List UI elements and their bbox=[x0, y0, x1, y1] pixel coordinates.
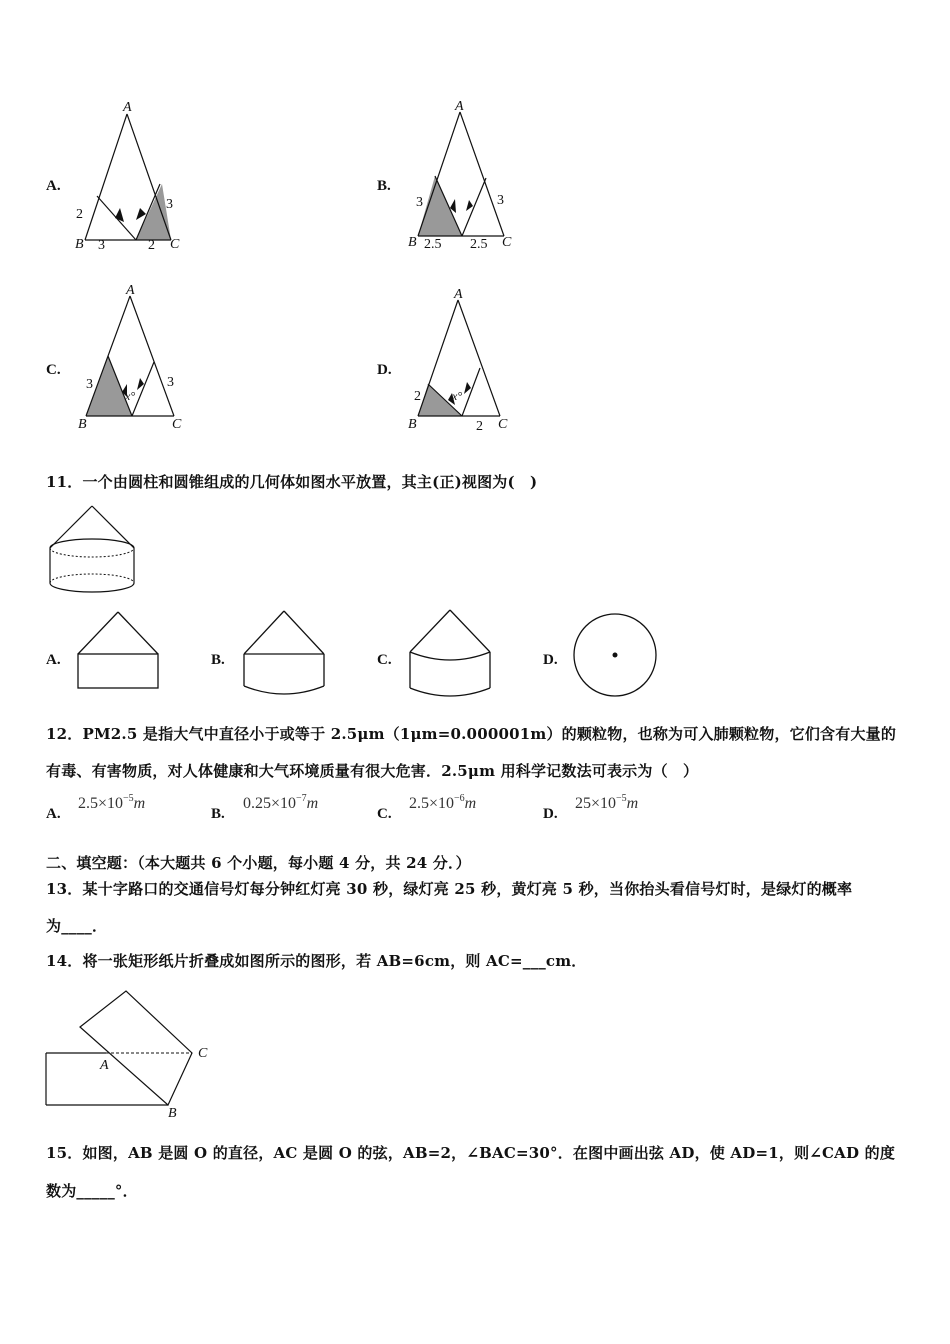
vertex-a-label: A bbox=[126, 283, 135, 298]
length-label: 3 bbox=[416, 195, 423, 210]
q11-option-a-figure bbox=[74, 606, 164, 694]
q12-option-b-letter: B. bbox=[211, 806, 225, 822]
q13-line-2: 为____． bbox=[46, 917, 108, 935]
q10-option-b-letter: B. bbox=[377, 178, 391, 194]
vertex-b-label: B bbox=[78, 417, 87, 432]
q11-text: 11．一个由圆柱和圆锥组成的几何体如图水平放置，其主(正)视图为( ) bbox=[46, 473, 538, 491]
point-c-label: C bbox=[198, 1046, 208, 1061]
vertex-a-label: A bbox=[123, 100, 132, 115]
q10-option-c-figure bbox=[70, 280, 190, 440]
q11-option-b-letter: B. bbox=[211, 652, 225, 668]
section-heading: 二、填空题：（本大题共 6 个小题，每小题 4 分，共 24 分．） bbox=[46, 854, 471, 872]
vertex-b-label: B bbox=[75, 237, 84, 252]
vertex-b-label: B bbox=[408, 235, 417, 250]
length-label: 3 bbox=[166, 197, 173, 212]
q12-line-2: 有毒、有害物质，对人体健康和大气环境质量有很大危害．2.5μm 用科学记数法可表示为（ ） bbox=[46, 762, 699, 780]
length-label: 2.5 bbox=[470, 237, 488, 252]
q10-option-c-letter: C. bbox=[46, 362, 61, 378]
q11-option-c-figure bbox=[406, 606, 496, 700]
vertex-c-label: C bbox=[502, 235, 512, 250]
q12-option-d-letter: D. bbox=[543, 806, 558, 822]
length-label: 2 bbox=[414, 389, 421, 404]
length-label: 3 bbox=[86, 377, 93, 392]
q14-text: 14．将一张矩形纸片折叠成如图所示的图形，若 AB=6cm，则 AC=___cm． bbox=[46, 952, 587, 970]
point-b-label: B bbox=[168, 1106, 177, 1121]
q15-line-1: 15．如图，AB 是圆 O 的直径，AC 是圆 O 的弦，AB=2，∠BAC=30°．在图中画出弦 AD，使 AD=1，则∠CAD 的度 bbox=[46, 1144, 896, 1162]
vertex-a-label: A bbox=[455, 99, 464, 114]
q15-line-2: 数为_____°． bbox=[46, 1182, 138, 1200]
q12-option-d-value: $25\times 10^{-5}m$ bbox=[575, 793, 639, 812]
angle-label: x° bbox=[125, 389, 136, 403]
q12-line-1: 12．PM2.5 是指大气中直径小于或等于 2.5μm（1μm=0.000001m）的颗粒物，也称为可入肺颗粒物，它们含有大量的 bbox=[46, 725, 897, 743]
vertex-c-label: C bbox=[170, 237, 180, 252]
length-label: 2 bbox=[76, 207, 83, 222]
q12-option-c-value: $2.5\times 10^{-6}m$ bbox=[409, 793, 477, 812]
q13-line-1: 13．某十字路口的交通信号灯每分钟红灯亮 30 秒，绿灯亮 25 秒，黄灯亮 5 秒，当你抬头看信号灯时，是绿灯的概率 bbox=[46, 880, 853, 898]
q14-folded-paper-figure bbox=[40, 985, 230, 1125]
q10-option-b-figure bbox=[400, 96, 530, 256]
length-label: 2.5 bbox=[424, 237, 442, 252]
q11-option-a-letter: A. bbox=[46, 652, 61, 668]
q10-option-a-letter: A. bbox=[46, 178, 61, 194]
angle-label: x° bbox=[452, 389, 463, 403]
vertex-b-label: B bbox=[408, 417, 417, 432]
q11-option-d-letter: D. bbox=[543, 652, 558, 668]
q12-option-a-letter: A. bbox=[46, 806, 61, 822]
length-label: 3 bbox=[167, 375, 174, 390]
length-label: 2 bbox=[148, 238, 155, 253]
q12-option-c-letter: C. bbox=[377, 806, 392, 822]
point-a-label: A bbox=[100, 1058, 109, 1073]
q11-option-c-letter: C. bbox=[377, 652, 392, 668]
q12-option-a-value: $2.5\times 10^{-5}m$ bbox=[78, 793, 146, 812]
vertex-a-label: A bbox=[454, 287, 463, 302]
vertex-c-label: C bbox=[498, 417, 508, 432]
q10-option-d-figure bbox=[400, 280, 530, 440]
q10-option-a-figure bbox=[70, 96, 190, 256]
q11-option-b-figure bbox=[240, 606, 330, 698]
q11-solid-figure bbox=[44, 500, 144, 600]
length-label: 3 bbox=[98, 238, 105, 253]
length-label: 3 bbox=[497, 193, 504, 208]
q11-option-d-figure bbox=[570, 610, 660, 700]
vertex-c-label: C bbox=[172, 417, 182, 432]
q10-option-d-letter: D. bbox=[377, 362, 392, 378]
length-label: 2 bbox=[476, 419, 483, 434]
q12-option-b-value: $0.25\times 10^{-7}m$ bbox=[243, 793, 319, 812]
